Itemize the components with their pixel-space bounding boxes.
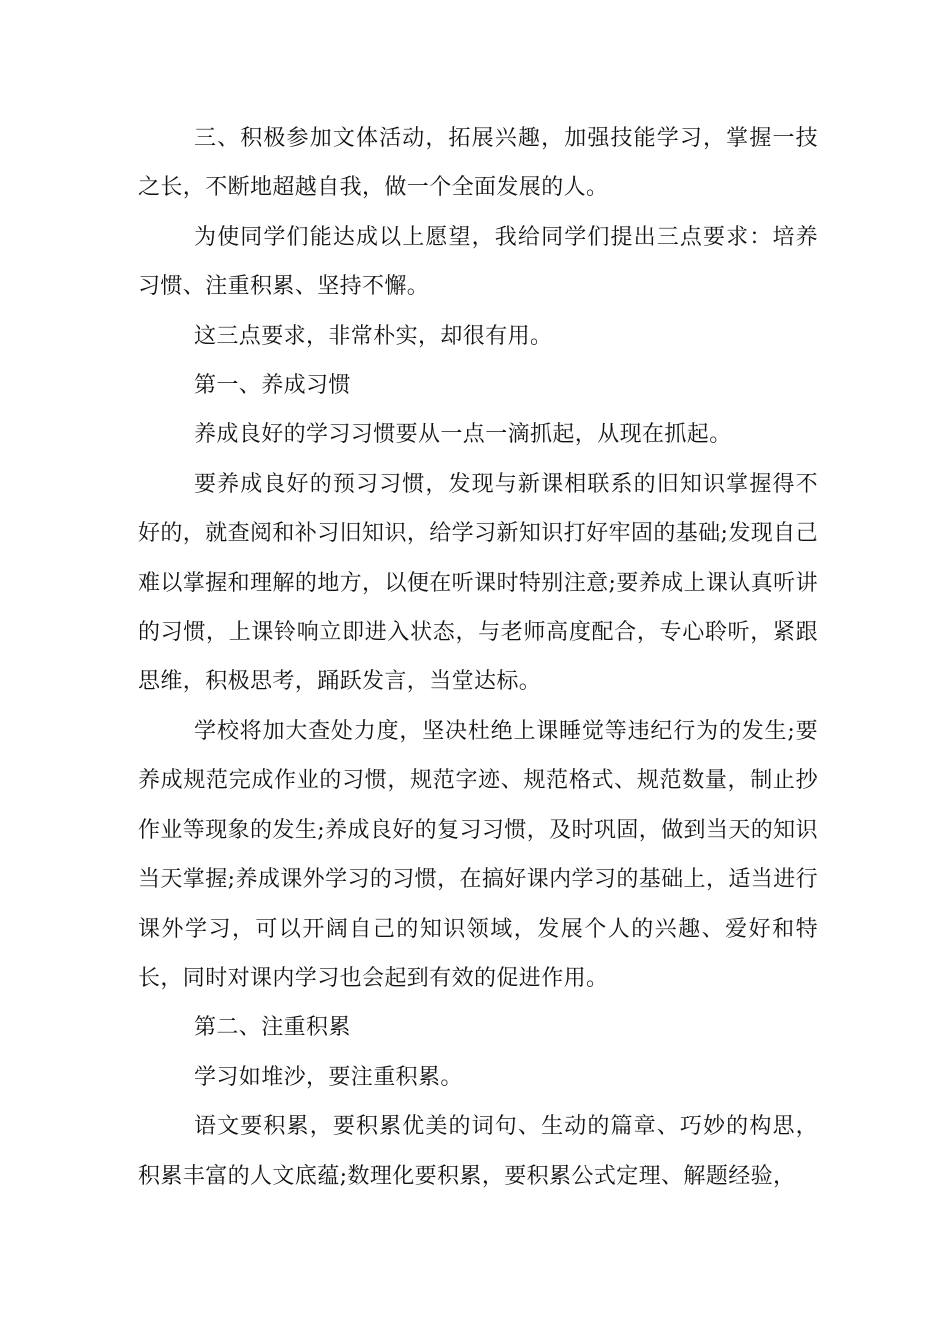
document-body [138,114,818,1201]
paragraph-school-rules: 学校将加大查处力度，坚决杜绝上课睡觉等违纪行为的发生;要养成规范完成作业的习惯，规范字迹、规范格式、规范数量，制止抄作业等现象的发生;养成良好的复习习惯，及时巩固，做到当天的知识当天掌握;养成课外学习的习惯，在搞好课内学习的基础上，适当进行课外学习，可以开阔自己的知识领域，发展个人的兴趣、爱好和特长，同时对课内学习也会起到有效的促进作用。 [138,718,818,991]
section-heading-accumulation: 第二、注重积累 [194,1015,351,1041]
paragraph-requirements-intro: 为使同学们能达成以上愿望，我给同学们提出三点要求：培养习惯、注重积累、坚持不懈。 [138,224,818,300]
paragraph-subject-accumulation: 语文要积累，要积累优美的词句、生动的篇章、巧妙的构思，积累丰富的人文底蕴;数理化要积累，要积累公式定理、解题经验， [138,1114,818,1189]
paragraph-preview-habits: 要养成良好的预习习惯，发现与新课相联系的旧知识掌握得不好的，就查阅和补习旧知识，给学习新知识打好牢固的基础;发现自己难以掌握和理解的地方，以便在听课时特别注意;要养成上课认真听讲的习惯，上课铃响立即进入状态，与老师高度配合，专心聆听，紧跟思维，积极思考，踊跃发言，当堂达标。 [138,471,818,695]
paragraph-habits-start: 养成良好的学习习惯要从一点一滴抓起，从现在抓起。 [194,422,732,448]
paragraph-requirements-comment: 这三点要求，非常朴实，却很有用。 [194,323,553,349]
paragraph-activities: 三、积极参加文体活动，拓展兴趣，加强技能学习，掌握一技之长，不断地超越自我，做一个全面发展的人。 [138,126,818,201]
section-heading-habits: 第一、养成习惯 [194,373,351,399]
paragraph-accumulation-intro: 学习如堆沙，要注重积累。 [194,1064,463,1090]
